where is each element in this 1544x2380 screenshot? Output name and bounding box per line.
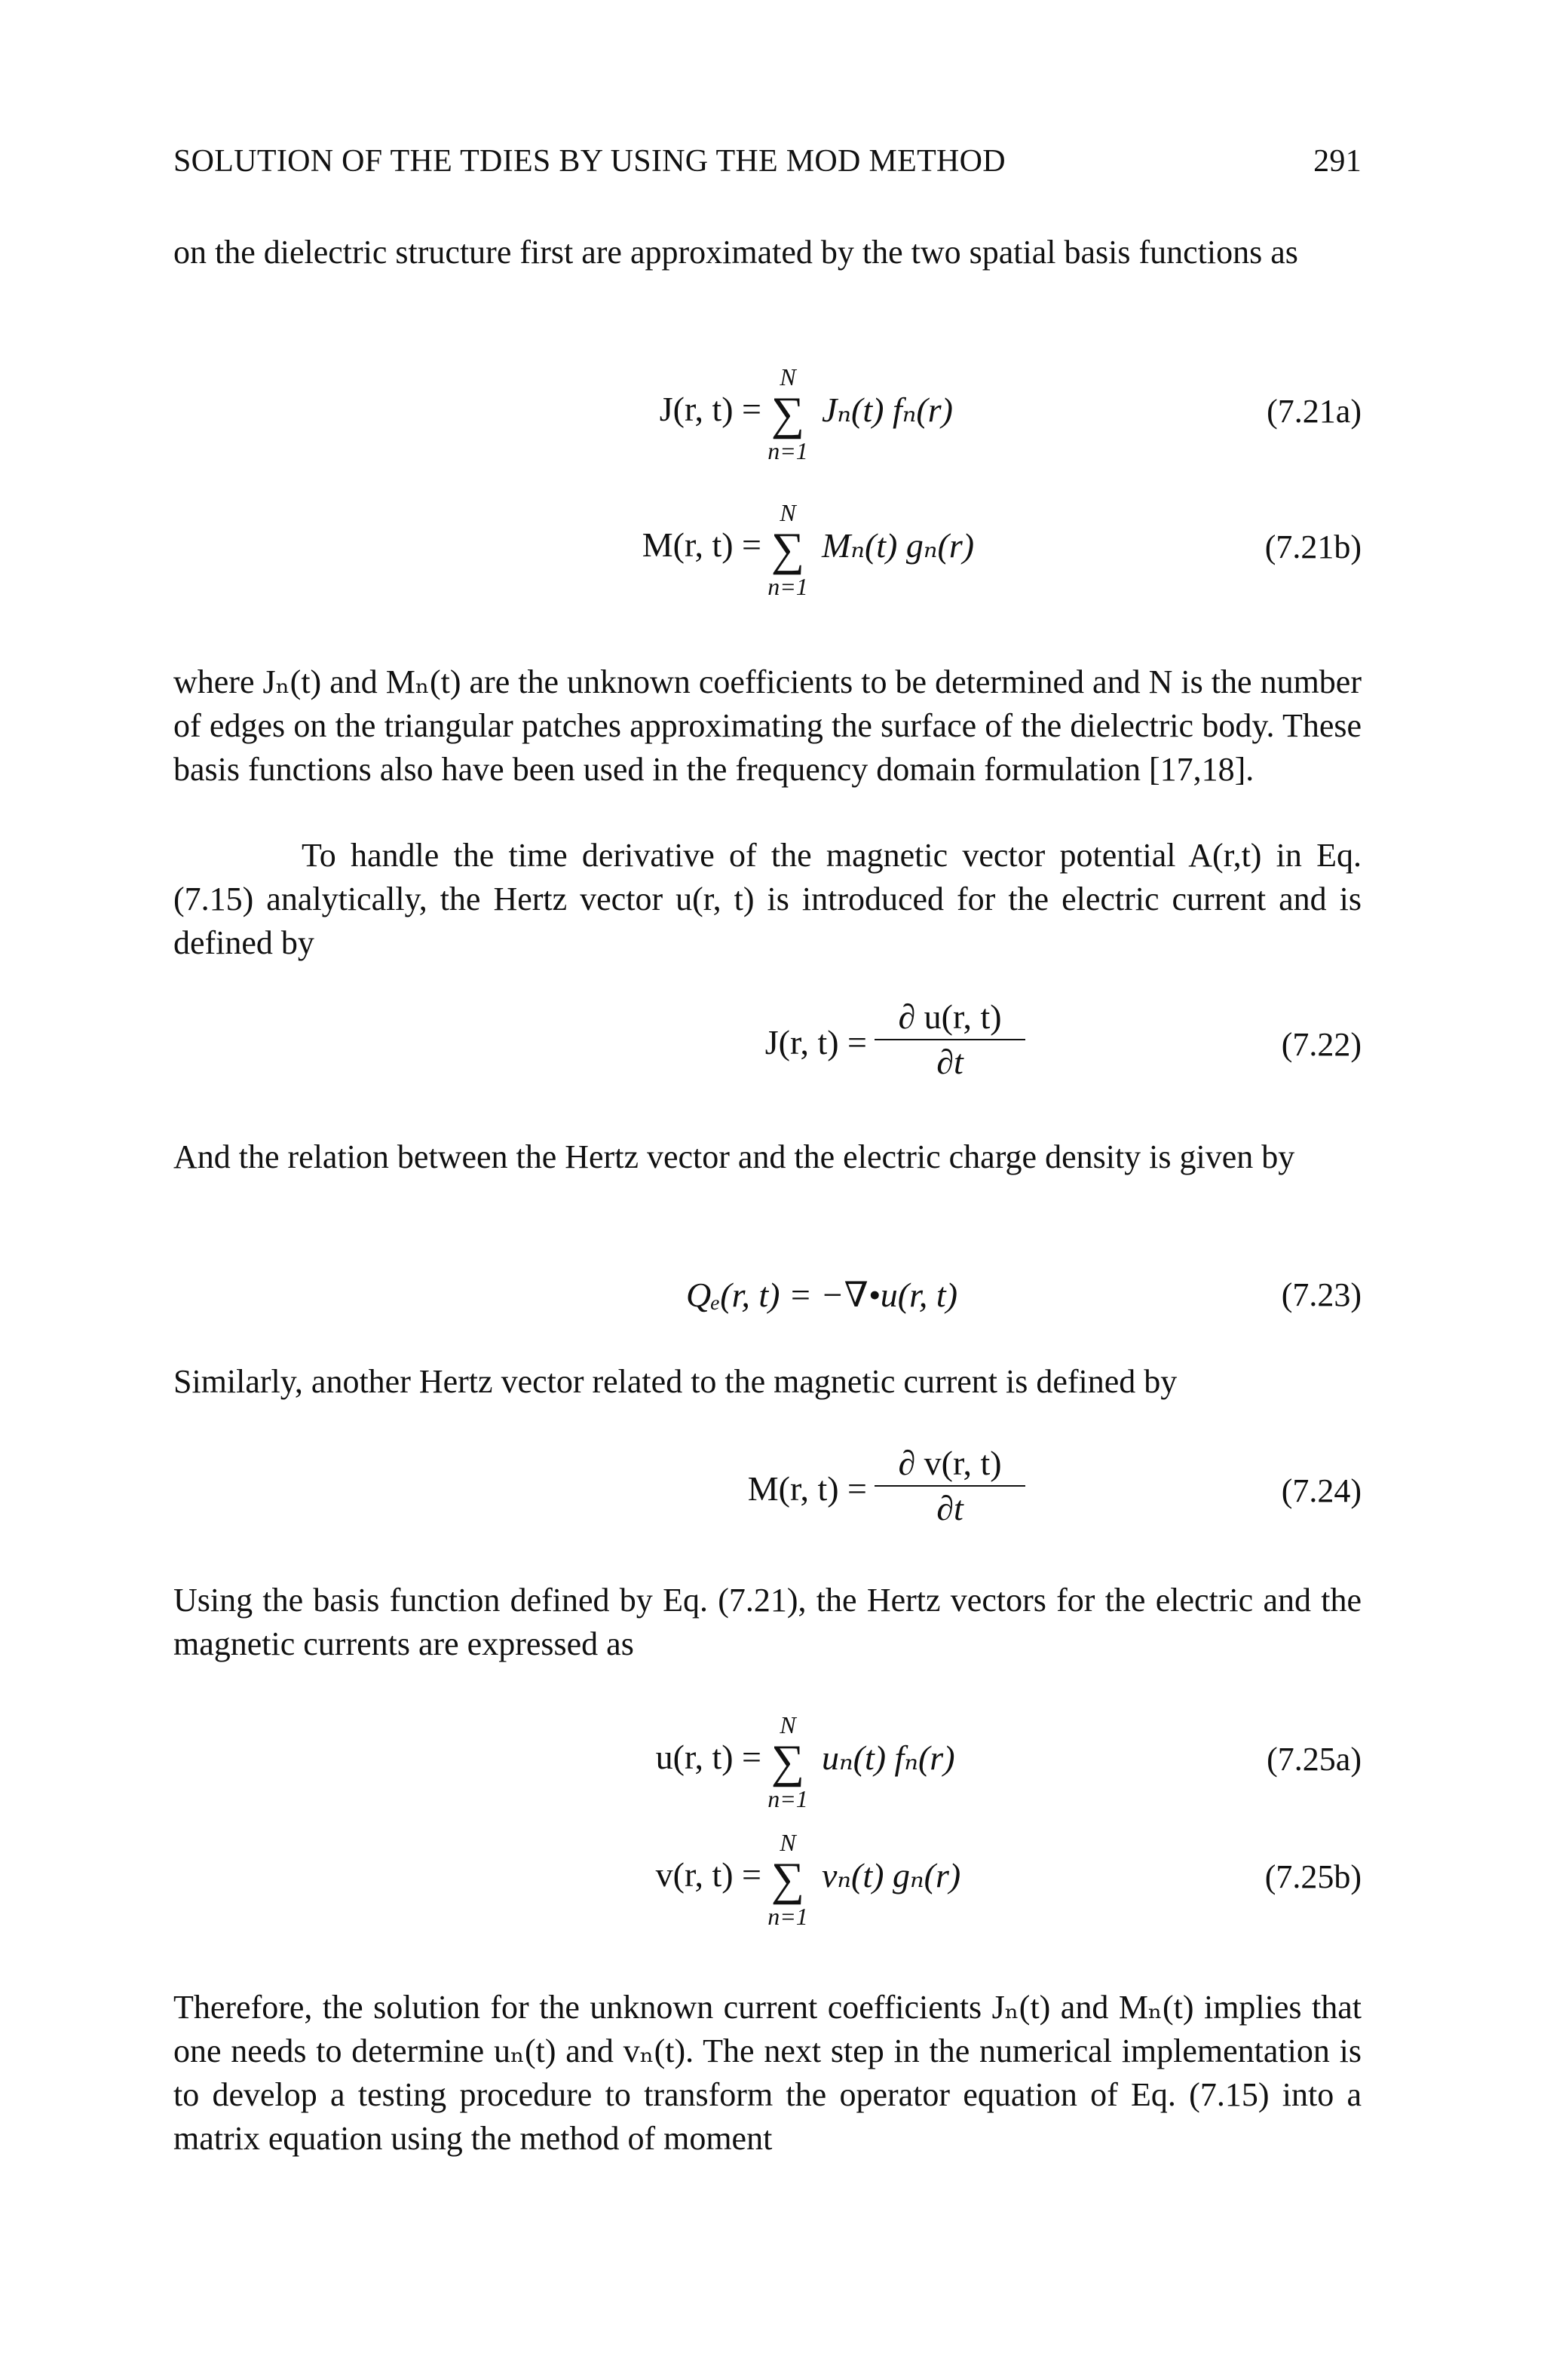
equation-7-21a — [173, 362, 1362, 467]
summation-symbol: N ∑ n=1 — [761, 1827, 814, 1931]
equation-term: uₙ(t) fₙ(r) — [822, 1738, 955, 1777]
fraction-numerator: ∂ u(r, t) — [875, 995, 1025, 1040]
equation-7-22 — [173, 995, 1362, 1101]
sum-lower-limit: n=1 — [767, 437, 808, 464]
equation-lhs: M(r, t) = — [642, 525, 761, 564]
paragraph-text: And the relation between the Hertz vector and the electric charge density is given by — [173, 1138, 1295, 1175]
sum-upper-limit: N — [780, 1711, 796, 1738]
equation-7-25b — [173, 1827, 1362, 1933]
fraction — [875, 995, 1025, 1084]
fraction — [875, 1441, 1025, 1530]
equation-number: (7.24) — [1281, 1472, 1362, 1509]
equation-lhs: v(r, t) = — [655, 1855, 761, 1894]
equation-number: (7.21b) — [1264, 528, 1362, 565]
equation-number: (7.25b) — [1264, 1858, 1362, 1895]
sum-lower-limit: n=1 — [767, 1785, 808, 1812]
equation-lhs: u(r, t) = — [655, 1738, 761, 1776]
fraction-numerator: ∂ v(r, t) — [875, 1441, 1025, 1487]
summation-symbol: N ∑ n=1 — [761, 362, 814, 466]
sum-upper-limit: N — [780, 1829, 796, 1856]
paragraph-charge — [173, 1135, 1362, 1179]
fraction-denominator: ∂t — [936, 1043, 963, 1081]
paragraph-text: Therefore, the solution for the unknown current coefficients Jₙ(t) and Mₙ(t) implies that one needs to determine uₙ(t) and vₙ(t). The next step in the numerical implementation is to develop a testing procedure to transform the operator equation of Eq. (7.15) into a matrix equation using the method of moment — [173, 1989, 1362, 2157]
equation-lhs: J(r, t) = — [764, 1023, 867, 1061]
equation-7-23 — [173, 1259, 1362, 1334]
equation-expression: Qₑ(r, t) = −∇•u(r, t) — [686, 1276, 958, 1314]
summation-symbol: N ∑ n=1 — [761, 498, 814, 602]
paragraph-text: Using the basis function defined by Eq. (7.21), the Hertz vectors for the electric and the magnetic currents are expressed as — [173, 1582, 1362, 1662]
paragraph-basis — [173, 660, 1362, 792]
equation-term: Mₙ(t) gₙ(r) — [822, 526, 975, 565]
equation-7-24 — [173, 1441, 1362, 1547]
sum-lower-limit: n=1 — [767, 573, 808, 600]
sum-lower-limit: n=1 — [767, 1903, 808, 1930]
equation-7-25a — [173, 1710, 1362, 1815]
equation-term: Jₙ(t) fₙ(r) — [822, 391, 953, 429]
paragraph-text: where Jₙ(t) and Mₙ(t) are the unknown coefficients to be determined and N is the number of edges on the triangular patches approximating the surface of the dielectric body. These basis functions also have been used in the frequency domain formulation [17,18]. — [173, 663, 1362, 788]
equation-lhs: M(r, t) = — [747, 1469, 867, 1508]
equation-number: (7.23) — [1281, 1276, 1362, 1313]
paragraph-text: on the dielectric structure first are approximated by the two spatial basis functions as — [173, 234, 1298, 271]
paragraph-text: Similarly, another Hertz vector related to the magnetic current is defined by — [173, 1363, 1178, 1400]
equation-7-21b — [173, 498, 1362, 603]
paragraph-hertz — [173, 834, 1362, 965]
equation-number: (7.25a) — [1267, 1741, 1362, 1778]
equation-lhs: J(r, t) = — [659, 390, 761, 428]
equation-number: (7.22) — [1281, 1026, 1362, 1063]
paragraph-magnetic — [173, 1360, 1362, 1404]
paragraph-expansion — [173, 1579, 1362, 1666]
equation-term: vₙ(t) gₙ(r) — [822, 1856, 961, 1895]
fraction-denominator: ∂t — [936, 1489, 963, 1527]
summation-symbol: N ∑ n=1 — [761, 1710, 814, 1814]
page-number: 291 — [1313, 144, 1362, 179]
paragraph-text: To handle the time derivative of the magnetic vector potential A(r,t) in Eq. (7.15) analytically, the Hertz vector u(r, t) is introduced for the electric current and is defined by — [173, 837, 1362, 961]
equation-number: (7.21a) — [1267, 393, 1362, 430]
running-header — [173, 139, 1362, 184]
paragraph-intro — [173, 231, 1362, 274]
paragraph-conclusion — [173, 1986, 1362, 2161]
sum-upper-limit: N — [780, 363, 796, 391]
sum-upper-limit: N — [780, 499, 796, 526]
running-title: SOLUTION OF THE TDIES BY USING THE MOD METHOD — [173, 144, 1006, 179]
